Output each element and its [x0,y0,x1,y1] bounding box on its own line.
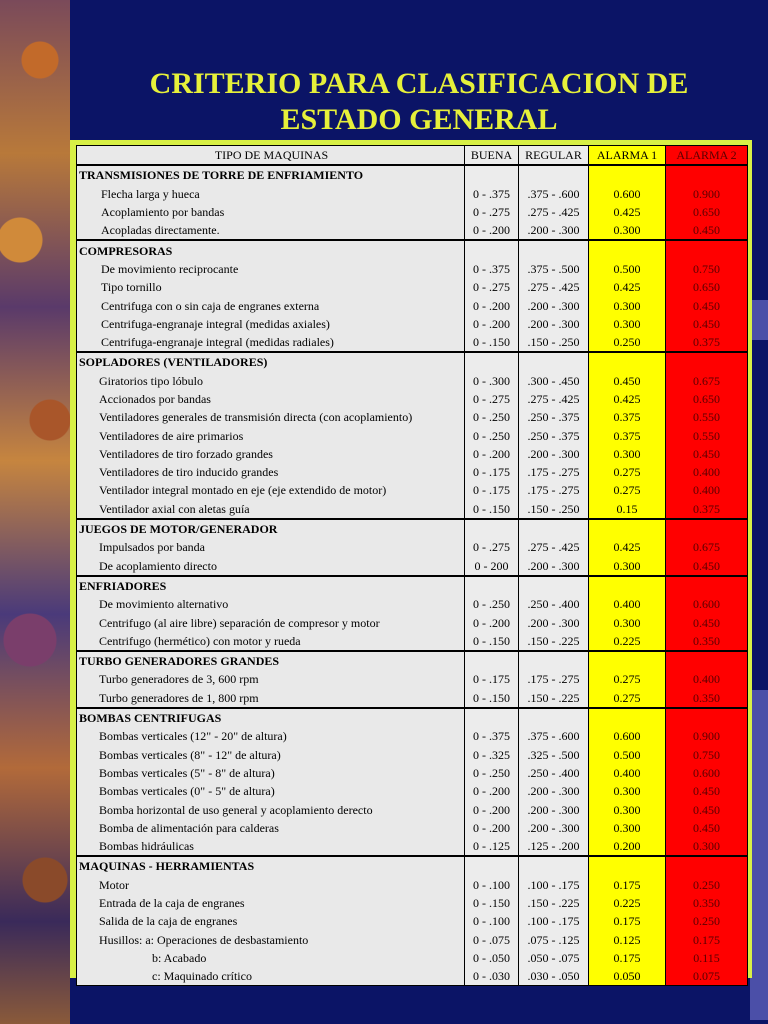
table-row [77,670,748,688]
regular-cell: .125 - .200 [519,837,589,856]
buena-cell: 0 - .200 [465,296,519,314]
alarma-1-cell: 0.275 [589,463,666,481]
buena-cell: 0 - .150 [465,689,519,708]
empty-cell [519,165,589,184]
machine-type-cell: Centrifuga-engranaje integral (medidas axiales) [77,315,465,333]
table-row [77,221,748,240]
empty-cell [589,240,666,259]
buena-cell: 0 - .300 [465,372,519,390]
alarma-1-cell: 0.375 [589,408,666,426]
title-line-1: CRITERIO PARA CLASIFICACION DE [149,67,689,100]
alarma-2-cell: 0.375 [666,333,748,352]
empty-cell [666,519,748,538]
empty-cell [589,165,666,184]
empty-cell [589,352,666,371]
machine-type-cell: De movimiento alternativo [77,595,465,613]
buena-cell: 0 - .250 [465,426,519,444]
machine-type-cell: Ventiladores de aire primarios [77,426,465,444]
alarma-1-cell: 0.175 [589,876,666,894]
alarma-1-cell: 0.300 [589,800,666,818]
machine-type-cell: De movimiento reciprocante [77,260,465,278]
decorative-right-bar-bottom [750,690,768,1020]
table-row [77,800,748,818]
alarma-2-cell: 0.600 [666,595,748,613]
machine-type-cell: Giratorios tipo lóbulo [77,372,465,390]
alarma-2-cell: 0.450 [666,800,748,818]
alarma-1-cell: 0.500 [589,746,666,764]
machine-type-cell: Bombas verticales (8" - 12" de altura) [77,746,465,764]
table-row [77,538,748,556]
buena-cell: 0 - .150 [465,894,519,912]
alarma-1-cell: 0.450 [589,372,666,390]
alarma-1-cell: 0.275 [589,670,666,688]
machine-type-cell: Ventiladores generales de transmisión directa (con acoplamiento) [77,408,465,426]
table-row [77,727,748,745]
buena-cell: 0 - .250 [465,408,519,426]
buena-cell: 0 - .030 [465,967,519,986]
machine-type-cell: De acoplamiento directo [77,557,465,576]
regular-cell: .325 - .500 [519,746,589,764]
alarma-1-cell: 0.175 [589,912,666,930]
alarma-2-cell: 0.400 [666,481,748,499]
table-row [77,260,748,278]
machine-type-cell: Impulsados por banda [77,538,465,556]
table-row [77,967,748,986]
regular-cell: .150 - .250 [519,500,589,519]
table-row [77,426,748,444]
category-row [77,708,748,727]
machine-type-cell: Centrifuga con o sin caja de engranes externa [77,296,465,314]
alarma-2-cell: 0.075 [666,967,748,986]
regular-cell: .200 - .300 [519,557,589,576]
buena-cell: 0 - .200 [465,221,519,240]
alarma-2-cell: 0.450 [666,782,748,800]
empty-cell [666,165,748,184]
buena-cell: 0 - 200 [465,557,519,576]
buena-cell: 0 - .125 [465,837,519,856]
regular-cell: .375 - .500 [519,260,589,278]
regular-cell: .175 - .275 [519,481,589,499]
buena-cell: 0 - .200 [465,315,519,333]
empty-cell [519,708,589,727]
alarma-2-cell: 0.350 [666,632,748,651]
empty-cell [666,576,748,595]
buena-cell: 0 - .250 [465,595,519,613]
buena-cell: 0 - .275 [465,538,519,556]
alarma-1-cell: 0.400 [589,595,666,613]
table-header-row [77,146,748,166]
alarma-2-cell: 0.675 [666,538,748,556]
table-row [77,203,748,221]
regular-cell: .200 - .300 [519,296,589,314]
buena-cell: 0 - .200 [465,613,519,631]
buena-cell: 0 - .375 [465,260,519,278]
machine-type-cell: Acopladas directamente. [77,221,465,240]
alarma-2-cell: 0.650 [666,203,748,221]
table-row [77,315,748,333]
empty-cell [465,576,519,595]
buena-cell: 0 - .150 [465,333,519,352]
decorative-right-bar-top [750,300,768,340]
alarma-2-cell: 0.400 [666,463,748,481]
table-frame [70,140,752,984]
decorative-side-image [0,0,70,1024]
empty-cell [519,352,589,371]
machine-type-cell: Salida de la caja de engranes [77,912,465,930]
alarma-1-cell: 0.300 [589,782,666,800]
alarma-2-cell: 0.375 [666,500,748,519]
alarma-2-cell: 0.450 [666,613,748,631]
alarma-1-cell: 0.300 [589,819,666,837]
machine-type-cell: Ventilador axial con aletas guía [77,500,465,519]
table-row [77,613,748,631]
alarma-2-cell: 0.175 [666,930,748,948]
alarma-2-cell: 0.450 [666,819,748,837]
alarma-2-cell: 0.650 [666,390,748,408]
table-row [77,837,748,856]
buena-cell: 0 - .200 [465,819,519,837]
regular-cell: .150 - .225 [519,689,589,708]
buena-cell: 0 - .100 [465,876,519,894]
regular-cell: .200 - .300 [519,221,589,240]
table-row [77,782,748,800]
table-row [77,296,748,314]
alarma-2-cell: 0.675 [666,372,748,390]
category-label: SOPLADORES (VENTILADORES) [77,352,465,371]
alarma-1-cell: 0.425 [589,538,666,556]
buena-cell: 0 - .075 [465,930,519,948]
alarma-2-cell: 0.450 [666,315,748,333]
buena-cell: 0 - .175 [465,670,519,688]
machine-type-cell: Bombas verticales (5" - 8" de altura) [77,764,465,782]
alarma-2-cell: 0.650 [666,278,748,296]
regular-cell: .175 - .275 [519,670,589,688]
buena-cell: 0 - .375 [465,185,519,203]
table-row [77,930,748,948]
table-row [77,949,748,967]
empty-cell [666,352,748,371]
classification-table [76,145,748,986]
empty-cell [589,708,666,727]
machine-type-cell: Motor [77,876,465,894]
regular-cell: .200 - .300 [519,445,589,463]
buena-cell: 0 - .050 [465,949,519,967]
alarma-2-cell: 0.750 [666,746,748,764]
regular-cell: .250 - .400 [519,595,589,613]
alarma-2-cell: 0.900 [666,185,748,203]
alarma-1-cell: 0.425 [589,203,666,221]
regular-cell: .375 - .600 [519,185,589,203]
buena-cell: 0 - .150 [465,632,519,651]
category-row [77,576,748,595]
table-row [77,764,748,782]
alarma-1-cell: 0.425 [589,390,666,408]
empty-cell [519,651,589,670]
alarma-1-cell: 0.300 [589,315,666,333]
table-row [77,689,748,708]
regular-cell: .075 - .125 [519,930,589,948]
machine-type-cell: Bombas verticales (12" - 20" de altura) [77,727,465,745]
alarma-2-cell: 0.450 [666,557,748,576]
alarma-1-cell: 0.500 [589,260,666,278]
alarma-1-cell: 0.15 [589,500,666,519]
regular-cell: .200 - .300 [519,819,589,837]
alarma-1-cell: 0.600 [589,185,666,203]
empty-cell [666,856,748,875]
buena-cell: 0 - .200 [465,800,519,818]
table-row [77,746,748,764]
machine-type-cell: Centrifuga-engranaje integral (medidas radiales) [77,333,465,352]
buena-cell: 0 - .175 [465,463,519,481]
machine-type-cell: Ventilador integral montado en eje (eje extendido de motor) [77,481,465,499]
buena-cell: 0 - .250 [465,764,519,782]
table-row [77,185,748,203]
empty-cell [465,519,519,538]
empty-cell [519,576,589,595]
empty-cell [465,240,519,259]
category-row [77,651,748,670]
category-row [77,519,748,538]
machine-type-cell: c: Maquinado crítico [77,967,465,986]
alarma-1-cell: 0.300 [589,296,666,314]
regular-cell: .150 - .225 [519,632,589,651]
table-row [77,595,748,613]
alarma-1-cell: 0.425 [589,278,666,296]
regular-cell: .275 - .425 [519,538,589,556]
table-row [77,408,748,426]
machine-type-cell: Entrada de la caja de engranes [77,894,465,912]
category-label: BOMBAS CENTRIFUGAS [77,708,465,727]
alarma-1-cell: 0.300 [589,557,666,576]
header-alarma-2: ALARMA 2 [666,146,748,166]
title-line-2: ESTADO GENERAL [280,103,558,136]
empty-cell [519,519,589,538]
alarma-2-cell: 0.450 [666,445,748,463]
category-label: MAQUINAS - HERRAMIENTAS [77,856,465,875]
alarma-2-cell: 0.350 [666,894,748,912]
table-row [77,481,748,499]
machine-type-cell: Acoplamiento por bandas [77,203,465,221]
empty-cell [666,240,748,259]
alarma-2-cell: 0.450 [666,221,748,240]
regular-cell: .150 - .225 [519,894,589,912]
empty-cell [666,708,748,727]
alarma-2-cell: 0.250 [666,876,748,894]
alarma-2-cell: 0.900 [666,727,748,745]
alarma-1-cell: 0.250 [589,333,666,352]
buena-cell: 0 - .100 [465,912,519,930]
category-row [77,240,748,259]
regular-cell: .275 - .425 [519,390,589,408]
alarma-2-cell: 0.750 [666,260,748,278]
regular-cell: .300 - .450 [519,372,589,390]
table-row [77,500,748,519]
regular-cell: .200 - .300 [519,782,589,800]
table-row [77,819,748,837]
alarma-2-cell: 0.450 [666,296,748,314]
machine-type-cell: Husillos: a: Operaciones de desbastamiento [77,930,465,948]
category-row [77,165,748,184]
alarma-1-cell: 0.375 [589,426,666,444]
buena-cell: 0 - .150 [465,500,519,519]
empty-cell [465,708,519,727]
alarma-2-cell: 0.600 [666,764,748,782]
empty-cell [666,651,748,670]
header-alarma-1: ALARMA 1 [589,146,666,166]
regular-cell: .275 - .425 [519,203,589,221]
machine-type-cell: Bombas verticales (0" - 5" de altura) [77,782,465,800]
header-regular: REGULAR [519,146,589,166]
regular-cell: .100 - .175 [519,912,589,930]
alarma-2-cell: 0.115 [666,949,748,967]
machine-type-cell: Bomba horizontal de uso general y acoplamiento derecto [77,800,465,818]
machine-type-cell: Tipo tornillo [77,278,465,296]
empty-cell [519,240,589,259]
regular-cell: .250 - .400 [519,764,589,782]
regular-cell: .375 - .600 [519,727,589,745]
table-row [77,390,748,408]
alarma-1-cell: 0.050 [589,967,666,986]
alarma-2-cell: 0.550 [666,426,748,444]
machine-type-cell: Centrifugo (hermético) con motor y rueda [77,632,465,651]
machine-type-cell: Bombas hidráulicas [77,837,465,856]
buena-cell: 0 - .275 [465,203,519,221]
category-row [77,352,748,371]
table-row [77,632,748,651]
alarma-2-cell: 0.350 [666,689,748,708]
buena-cell: 0 - .275 [465,390,519,408]
table-body [77,165,748,986]
empty-cell [465,856,519,875]
machine-type-cell: Turbo generadores de 3, 600 rpm [77,670,465,688]
buena-cell: 0 - .375 [465,727,519,745]
alarma-2-cell: 0.400 [666,670,748,688]
alarma-2-cell: 0.250 [666,912,748,930]
regular-cell: .200 - .300 [519,315,589,333]
buena-cell: 0 - .200 [465,445,519,463]
regular-cell: .275 - .425 [519,278,589,296]
table-row [77,278,748,296]
buena-cell: 0 - .200 [465,782,519,800]
empty-cell [465,165,519,184]
regular-cell: .200 - .300 [519,800,589,818]
empty-cell [589,519,666,538]
alarma-1-cell: 0.125 [589,930,666,948]
regular-cell: .030 - .050 [519,967,589,986]
machine-type-cell: Flecha larga y hueca [77,185,465,203]
alarma-2-cell: 0.300 [666,837,748,856]
empty-cell [519,856,589,875]
regular-cell: .250 - .375 [519,426,589,444]
table-row [77,333,748,352]
regular-cell: .200 - .300 [519,613,589,631]
table-row [77,557,748,576]
machine-type-cell: b: Acabado [77,949,465,967]
regular-cell: .100 - .175 [519,876,589,894]
alarma-1-cell: 0.225 [589,632,666,651]
page-title [70,66,768,138]
machine-type-cell: Ventiladores de tiro inducido grandes [77,463,465,481]
regular-cell: .150 - .250 [519,333,589,352]
category-row [77,856,748,875]
machine-type-cell: Bomba de alimentación para calderas [77,819,465,837]
machine-type-cell: Accionados por bandas [77,390,465,408]
alarma-1-cell: 0.275 [589,481,666,499]
regular-cell: .250 - .375 [519,408,589,426]
header-buena: BUENA [465,146,519,166]
table-row [77,372,748,390]
buena-cell: 0 - .325 [465,746,519,764]
alarma-1-cell: 0.300 [589,221,666,240]
category-label: TURBO GENERADORES GRANDES [77,651,465,670]
regular-cell: .050 - .075 [519,949,589,967]
category-label: ENFRIADORES [77,576,465,595]
table-row [77,445,748,463]
alarma-1-cell: 0.400 [589,764,666,782]
empty-cell [465,651,519,670]
empty-cell [589,576,666,595]
table-row [77,463,748,481]
table-row [77,912,748,930]
alarma-1-cell: 0.600 [589,727,666,745]
empty-cell [465,352,519,371]
alarma-1-cell: 0.225 [589,894,666,912]
table-row [77,876,748,894]
alarma-1-cell: 0.300 [589,613,666,631]
machine-type-cell: Turbo generadores de 1, 800 rpm [77,689,465,708]
regular-cell: .175 - .275 [519,463,589,481]
table-row [77,894,748,912]
alarma-1-cell: 0.200 [589,837,666,856]
machine-type-cell: Ventiladores de tiro forzado grandes [77,445,465,463]
category-label: TRANSMISIONES DE TORRE DE ENFRIAMIENTO [77,165,465,184]
empty-cell [589,651,666,670]
category-label: COMPRESORAS [77,240,465,259]
empty-cell [589,856,666,875]
buena-cell: 0 - .275 [465,278,519,296]
category-label: JUEGOS DE MOTOR/GENERADOR [77,519,465,538]
alarma-1-cell: 0.275 [589,689,666,708]
alarma-1-cell: 0.300 [589,445,666,463]
header-tipo: TIPO DE MAQUINAS [77,146,465,166]
alarma-2-cell: 0.550 [666,408,748,426]
buena-cell: 0 - .175 [465,481,519,499]
alarma-1-cell: 0.175 [589,949,666,967]
machine-type-cell: Centrifugo (al aire libre) separación de compresor y motor [77,613,465,631]
